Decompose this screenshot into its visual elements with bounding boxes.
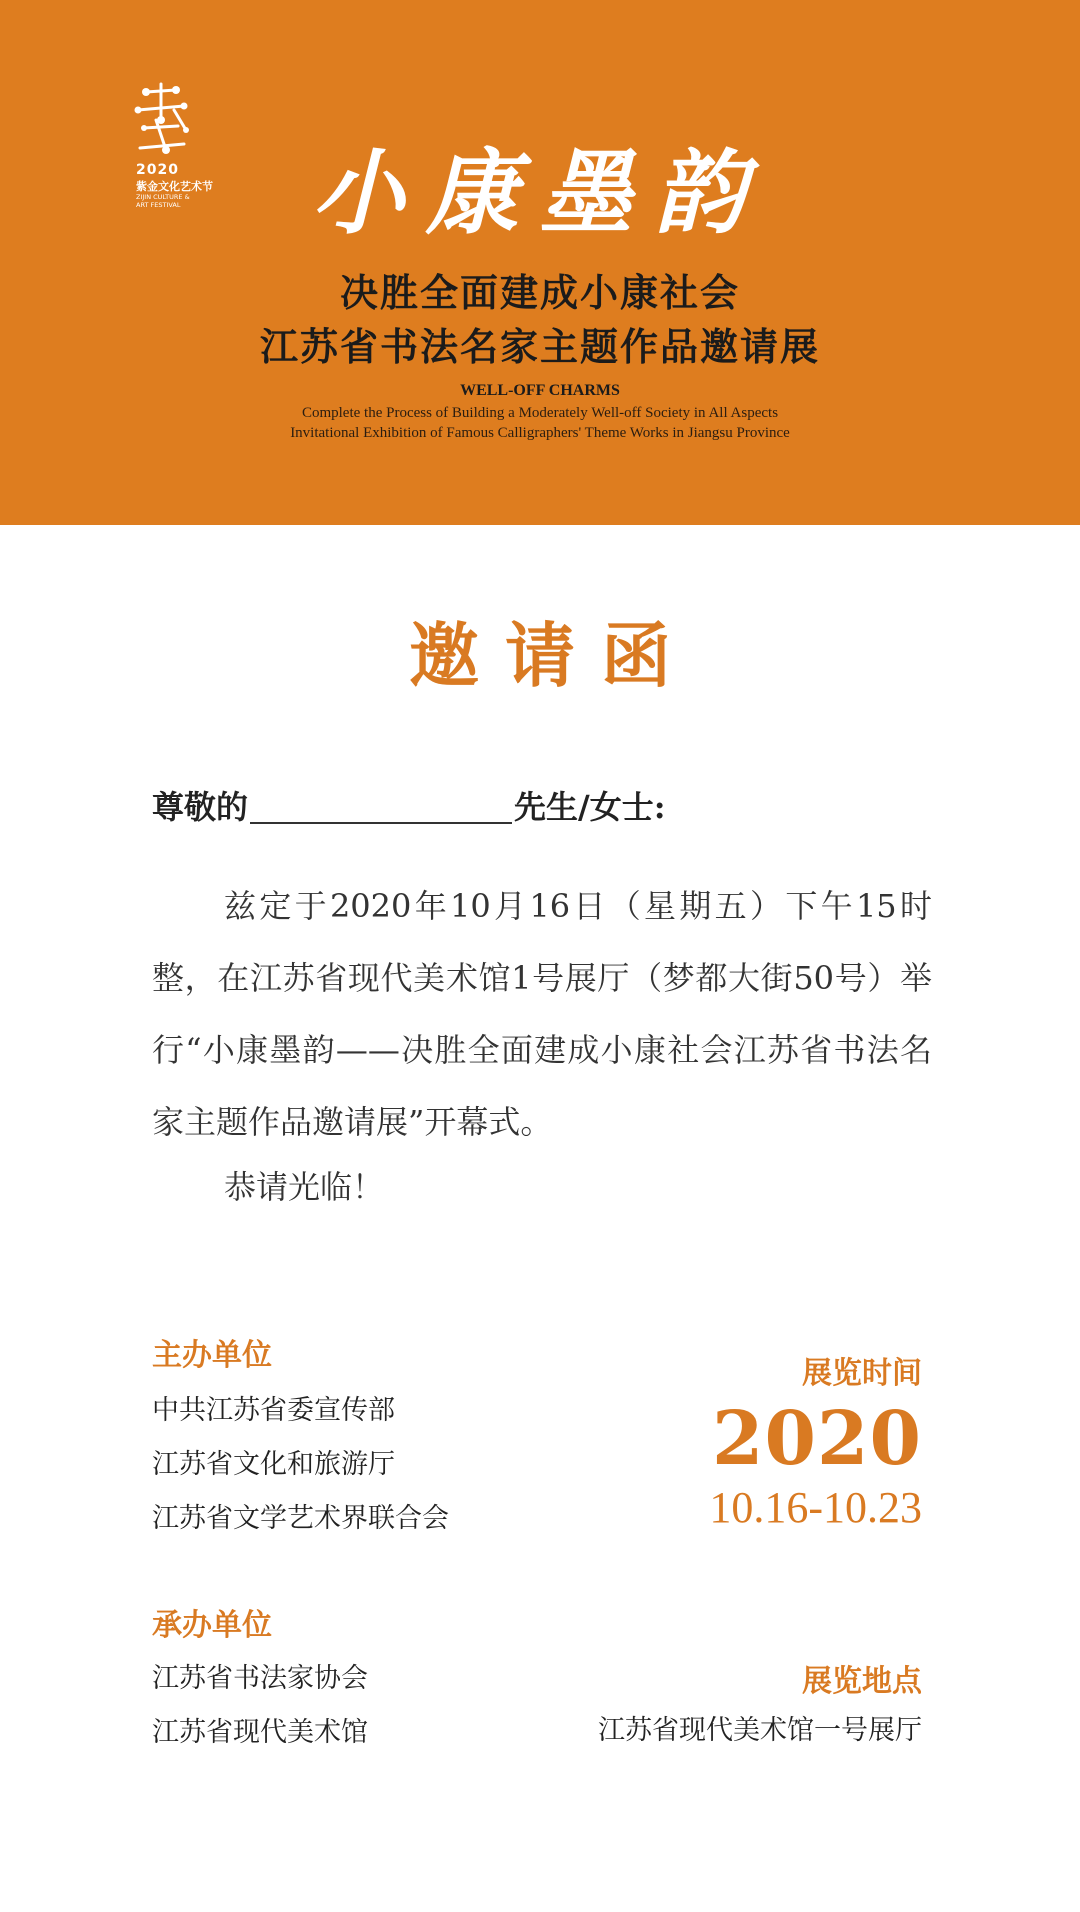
recipient-name-blank bbox=[250, 788, 512, 824]
exhibition-venue-heading: 展览地点 bbox=[802, 1664, 922, 1699]
salutation-prefix: 尊敬的 bbox=[152, 788, 249, 826]
invitation-body: 兹定于2020年10月16日（星期五）下午15时整，在江苏省现代美术馆1号展厅（梦都大街50号）举行“小康墨韵——决胜全面建成小康社会江苏省书法名家主题作品邀请展”开幕式。 bbox=[152, 887, 932, 1141]
salutation-suffix: 先生/女士: bbox=[514, 788, 666, 826]
exhibition-time-heading: 展览时间 bbox=[802, 1356, 922, 1391]
exhibition-date-range: 10.16-10.23 bbox=[709, 1483, 922, 1532]
invitation-closing: 恭请光临！ bbox=[224, 1168, 385, 1206]
logo-name-cn: 紫金文化艺术节 bbox=[136, 180, 213, 193]
english-subtitle-1: Complete the Process of Building a Moderately Well-off Society in All Aspects bbox=[301, 405, 779, 421]
subtitle-line-1: 决胜全面建成小康社会 bbox=[339, 270, 740, 315]
co-organizers-heading: 承办单位 bbox=[152, 1608, 272, 1643]
exhibition-venue: 江苏省现代美术馆一号展厅 bbox=[598, 1715, 922, 1746]
logo-name-en: ZIJIN CULTURE & ART FESTIVAL bbox=[136, 193, 190, 209]
co-organizer-item: 江苏省现代美术馆 bbox=[152, 1717, 368, 1748]
organizer-item: 江苏省文学艺术界联合会 bbox=[152, 1503, 449, 1534]
english-heading: WELL-OFF CHARMS bbox=[460, 382, 620, 399]
english-subtitle-2: Invitational Exhibition of Famous Calligraphers' Theme Works in Jiangsu Province bbox=[290, 425, 790, 441]
organizer-item: 江苏省文化和旅游厅 bbox=[152, 1449, 395, 1480]
header-banner bbox=[0, 0, 1080, 525]
invitation-title: 邀请函 bbox=[409, 614, 697, 697]
brand-calligraphy-title: 小康墨韵 bbox=[311, 139, 768, 247]
co-organizer-item: 江苏省书法家协会 bbox=[152, 1663, 368, 1694]
logo-year: 2020 bbox=[136, 162, 179, 178]
exhibition-year: 2020 bbox=[712, 1396, 922, 1482]
salutation bbox=[152, 782, 666, 828]
organizers-heading: 主办单位 bbox=[152, 1338, 272, 1373]
subtitle-line-2: 江苏省书法名家主题作品邀请展 bbox=[259, 324, 820, 369]
organizer-item: 中共江苏省委宣传部 bbox=[152, 1395, 395, 1426]
